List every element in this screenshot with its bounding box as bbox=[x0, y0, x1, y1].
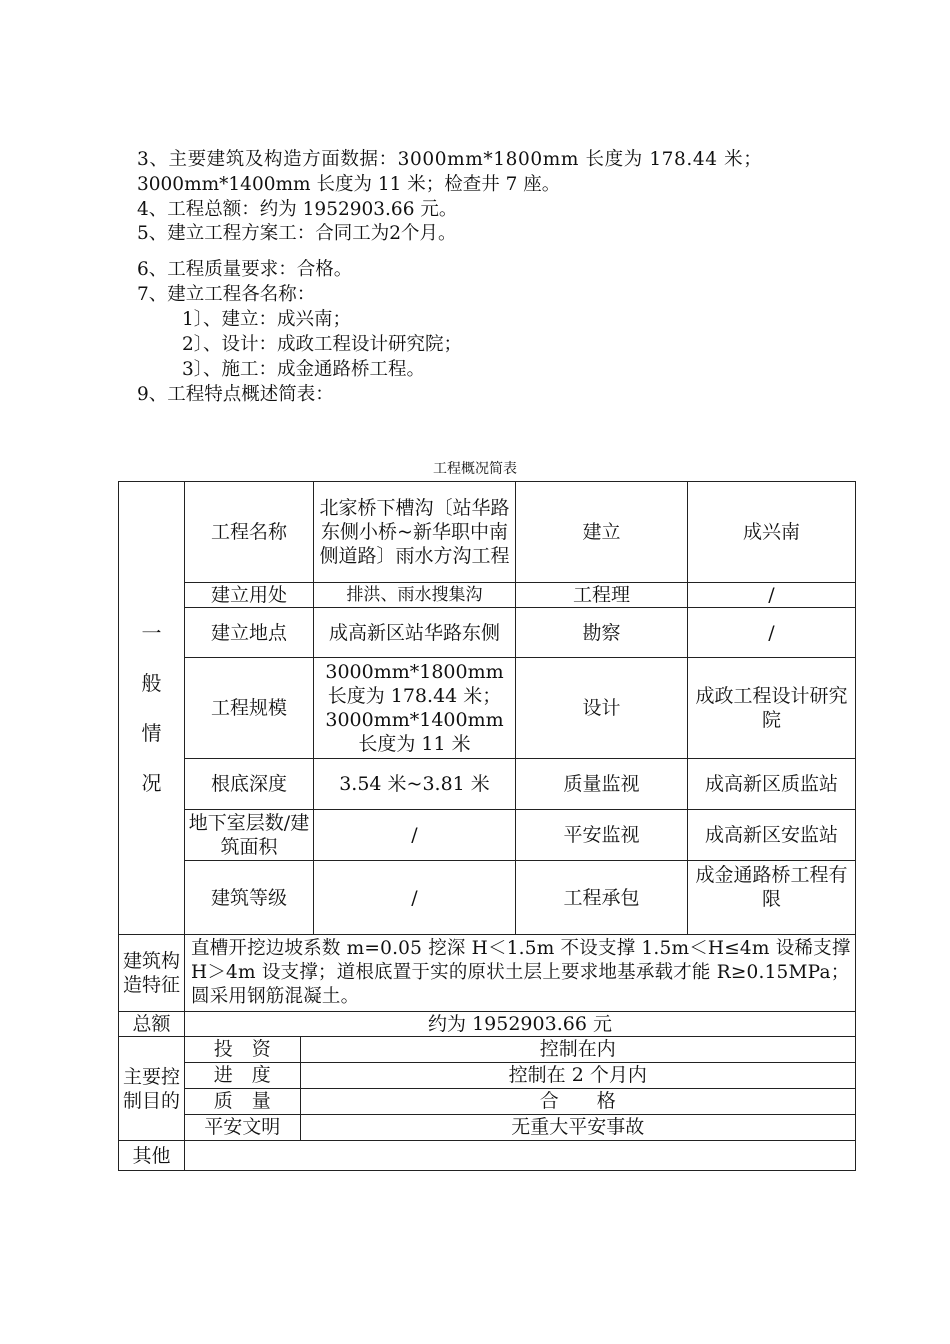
other-value bbox=[185, 1141, 856, 1171]
contractor-value: 成金通路桥工程有限 bbox=[688, 861, 856, 935]
control-investment-label: 投 资 bbox=[185, 1037, 300, 1062]
control-row bbox=[185, 1037, 855, 1062]
structure-label: 建筑构造特征 bbox=[119, 935, 185, 1012]
control-quality-value: 合 格 bbox=[300, 1088, 855, 1114]
design-value: 成政工程设计研究院 bbox=[688, 658, 856, 759]
control-schedule-value: 控制在 2 个月内 bbox=[300, 1062, 855, 1088]
total-value: 约为 1952903.66 元 bbox=[185, 1012, 856, 1037]
purpose-value: 排洪、雨水搜集沟 bbox=[314, 583, 516, 608]
project-summary-table bbox=[118, 481, 856, 1171]
control-safety-value: 无重大平安事故 bbox=[300, 1114, 855, 1140]
foundation-depth-value: 3.54 米~3.81 米 bbox=[314, 759, 516, 810]
table-row bbox=[119, 759, 856, 810]
item-7: 7、建立工程各名称： bbox=[137, 284, 316, 305]
project-name-label: 工程名称 bbox=[185, 482, 314, 583]
survey-label: 勘察 bbox=[516, 608, 688, 658]
total-label: 总额 bbox=[119, 1012, 185, 1037]
table-row bbox=[119, 810, 856, 861]
item-6: 6、工程质量要求：合格。 bbox=[137, 259, 353, 280]
building-grade-label: 建筑等级 bbox=[185, 861, 314, 935]
quality-supervision-label: 质量监视 bbox=[516, 759, 688, 810]
item-4: 4、工程总额：约为 1952903.66 元。 bbox=[137, 199, 458, 220]
item-3-line-2: 3000mm*1400mm 长度为 11 米；检查井 7 座。 bbox=[137, 174, 561, 195]
safety-supervision-value: 成高新区安监站 bbox=[688, 810, 856, 861]
control-schedule-label: 进 度 bbox=[185, 1062, 300, 1088]
general-info-label: 一 般 情 况 bbox=[119, 482, 185, 935]
item-7-sub-2: 2〕、设计：成政工程设计研究院； bbox=[182, 334, 463, 355]
table-row bbox=[119, 935, 856, 1012]
table-row bbox=[119, 1012, 856, 1037]
foundation-depth-label: 根底深度 bbox=[185, 759, 314, 810]
control-investment-value: 控制在内 bbox=[300, 1037, 855, 1062]
other-label: 其他 bbox=[119, 1141, 185, 1171]
table-row bbox=[119, 608, 856, 658]
project-name-value: 北家桥下槽沟〔站华路东侧小桥~新华职中南侧道路〕雨水方沟工程 bbox=[314, 482, 516, 583]
structure-text: 直槽开挖边坡系数 m=0.05 挖深 H＜1.5m 不设支撑 1.5m＜H≤4m 设稀支撑 H＞4m 设支撑；道根底置于实的原状土层上要求地基承载才能 R≥0.15MPa；圆采用钢筋混凝土。 bbox=[185, 935, 856, 1012]
table-row bbox=[119, 1037, 856, 1141]
table-row bbox=[119, 583, 856, 608]
building-grade-value: / bbox=[314, 861, 516, 935]
safety-supervision-label: 平安监视 bbox=[516, 810, 688, 861]
control-row bbox=[185, 1088, 855, 1114]
supervision-value: / bbox=[688, 583, 856, 608]
survey-value: / bbox=[688, 608, 856, 658]
control-safety-label: 平安文明 bbox=[185, 1114, 300, 1140]
basement-area-label: 地下室层数/建筑面积 bbox=[185, 810, 314, 861]
item-7-sub-1: 1〕、建立：成兴南； bbox=[182, 309, 352, 330]
builder-label: 建立 bbox=[516, 482, 688, 583]
item-3-line-1: 3、主要建筑及构造方面数据：3000mm*1800mm 长度为 178.44 米； bbox=[137, 149, 763, 170]
control-targets bbox=[185, 1037, 856, 1141]
control-row bbox=[185, 1062, 855, 1088]
table-row bbox=[119, 658, 856, 759]
control-label: 主要控制目的 bbox=[119, 1037, 185, 1141]
scale-value: 3000mm*1800mm 长度为 178.44 米；3000mm*1400mm 长度为 11 米 bbox=[314, 658, 516, 759]
table-caption: 工程概况简表 bbox=[433, 461, 517, 477]
item-5: 5、建立工程方案工：合同工为2个月。 bbox=[137, 223, 457, 244]
item-9: 9、工程特点概述简表： bbox=[137, 384, 334, 405]
design-label: 设计 bbox=[516, 658, 688, 759]
control-row bbox=[185, 1114, 855, 1140]
quality-supervision-value: 成高新区质监站 bbox=[688, 759, 856, 810]
table-row bbox=[119, 482, 856, 583]
contractor-label: 工程承包 bbox=[516, 861, 688, 935]
purpose-label: 建立用处 bbox=[185, 583, 314, 608]
item-7-sub-3: 3〕、施工：成金通路桥工程。 bbox=[182, 359, 426, 380]
location-label: 建立地点 bbox=[185, 608, 314, 658]
control-quality-label: 质 量 bbox=[185, 1088, 300, 1114]
builder-value: 成兴南 bbox=[688, 482, 856, 583]
table-row bbox=[119, 1141, 856, 1171]
location-value: 成高新区站华路东侧 bbox=[314, 608, 516, 658]
table-row bbox=[119, 861, 856, 935]
scale-label: 工程规模 bbox=[185, 658, 314, 759]
basement-area-value: / bbox=[314, 810, 516, 861]
supervision-label: 工程理 bbox=[516, 583, 688, 608]
